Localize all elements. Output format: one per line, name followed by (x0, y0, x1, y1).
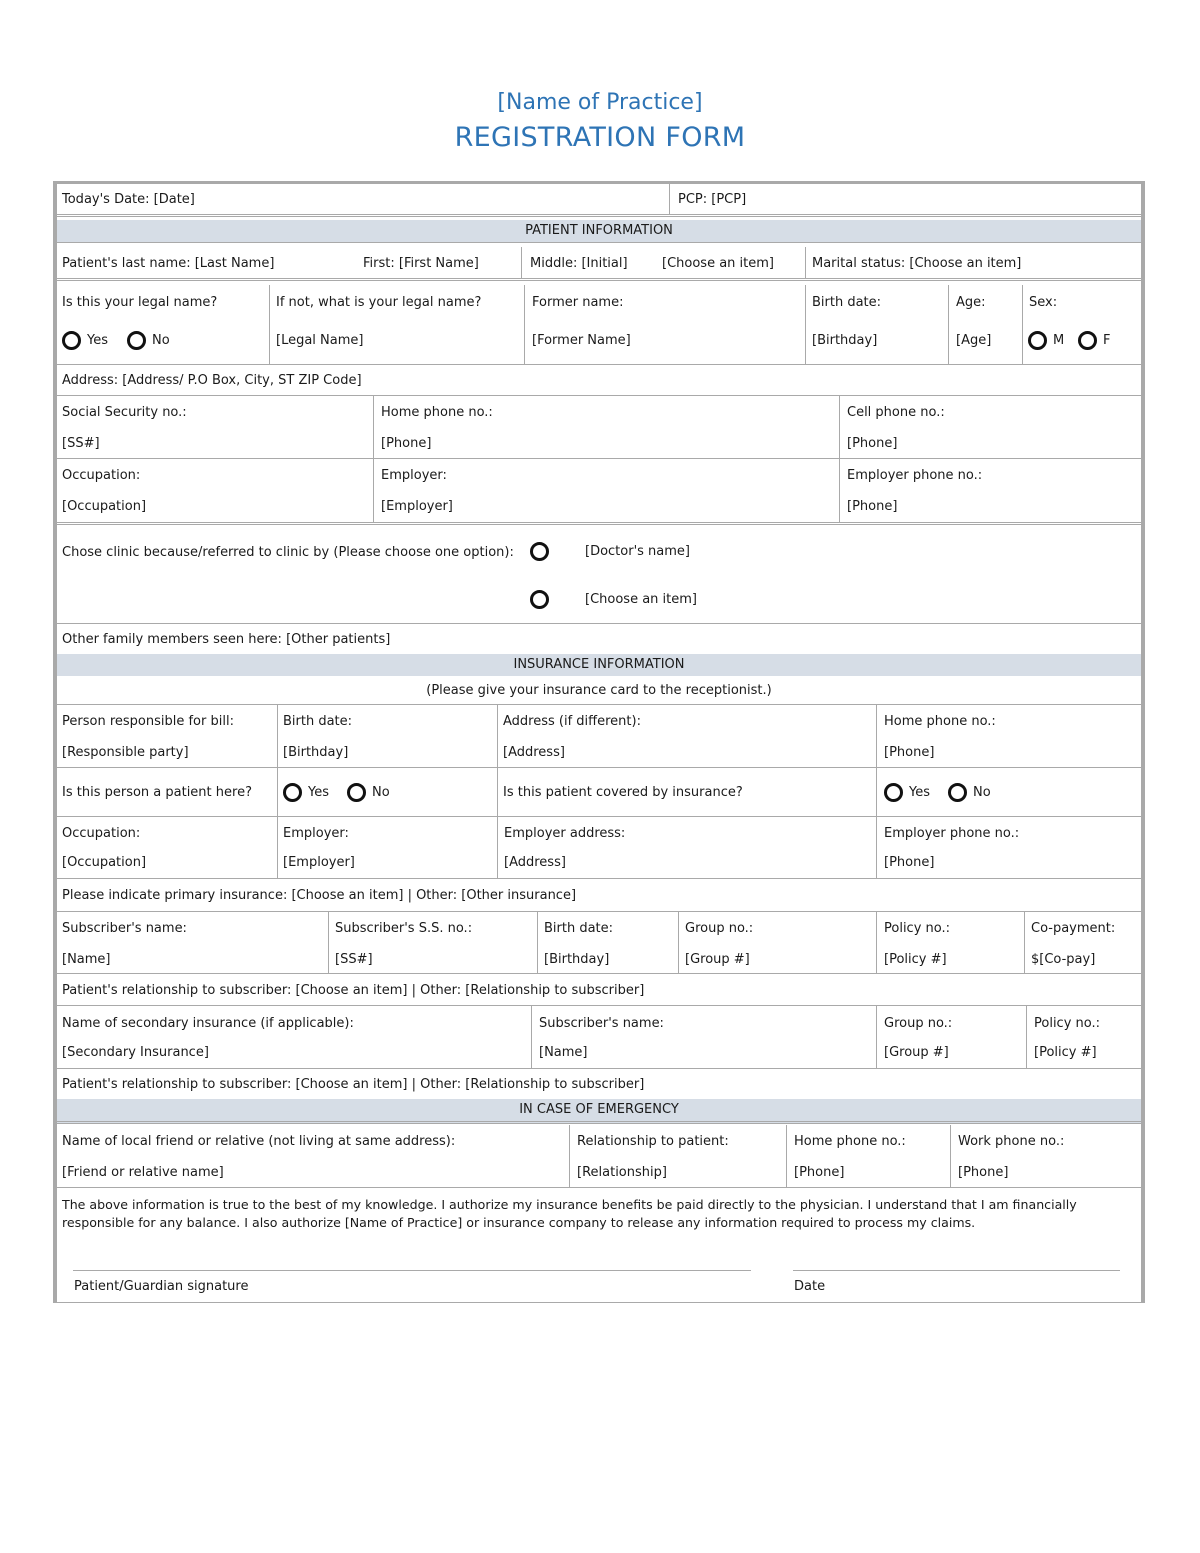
row-occupation (57, 459, 1141, 525)
em-work-phone-field[interactable]: [Phone] (958, 1165, 1009, 1180)
secondary-insurance-field[interactable]: [Secondary Insurance] (62, 1045, 209, 1060)
subscriber-name-label: Subscriber's name: (62, 921, 187, 936)
sec-subscriber-field[interactable]: [Name] (539, 1045, 588, 1060)
em-work-phone-label: Work phone no.: (958, 1134, 1065, 1149)
sex-m-option[interactable]: M (1028, 331, 1064, 350)
home-phone-label: Home phone no.: (381, 405, 493, 420)
secondary-insurance-label: Name of secondary insurance (if applicable): (62, 1016, 354, 1031)
todays-date-field[interactable]: Today's Date: [Date] (62, 192, 195, 207)
copay-field[interactable]: $[Co-pay] (1031, 952, 1096, 967)
row-address (57, 365, 1141, 396)
form-title: REGISTRATION FORM (454, 122, 746, 153)
last-name-field[interactable]: Patient's last name: [Last Name] (62, 256, 275, 271)
occupation-label: Occupation: (62, 468, 141, 483)
practice-name[interactable]: [Name of Practice] (497, 90, 703, 115)
employer-label: Employer: (381, 468, 447, 483)
radio-icon[interactable] (948, 783, 967, 802)
clinic-question: Chose clinic because/referred to clinic by (Please choose one option): (62, 545, 514, 560)
radio-icon[interactable] (347, 783, 366, 802)
ins-address-label: Address (if different): (503, 714, 641, 729)
ins-home-phone-label: Home phone no.: (884, 714, 996, 729)
group-no-label: Group no.: (685, 921, 754, 936)
pcp-field[interactable]: PCP: [PCP] (678, 192, 747, 207)
row-relationship-primary (57, 974, 1141, 1006)
ins-occupation-label: Occupation: (62, 826, 141, 841)
covered-yes-option[interactable]: Yes (884, 783, 930, 802)
group-no-field[interactable]: [Group #] (685, 952, 750, 967)
ssn-label: Social Security no.: (62, 405, 187, 420)
sec-policy-field[interactable]: [Policy #] (1034, 1045, 1097, 1060)
ins-employer-phone-label: Employer phone no.: (884, 826, 1020, 841)
cell-phone-field[interactable]: [Phone] (847, 436, 898, 451)
ins-address-field[interactable]: [Address] (503, 745, 565, 760)
legal-no-option[interactable]: No (127, 331, 170, 350)
section-header-patient: PATIENT INFORMATION (57, 220, 1141, 243)
sec-group-label: Group no.: (884, 1016, 953, 1031)
row-legal-name (57, 285, 1141, 365)
ins-birth-field[interactable]: [Birthday] (283, 745, 349, 760)
occupation-field[interactable]: [Occupation] (62, 499, 147, 514)
row-relationship-secondary (57, 1069, 1141, 1099)
row-other-family (57, 624, 1141, 654)
radio-icon[interactable] (62, 331, 81, 350)
subscriber-name-field[interactable]: [Name] (62, 952, 111, 967)
em-home-phone-label: Home phone no.: (794, 1134, 906, 1149)
row-secondary-insurance (57, 1006, 1141, 1069)
row-clinic-choice (57, 528, 1141, 624)
sec-group-field[interactable]: [Group #] (884, 1045, 949, 1060)
ins-birth-label: Birth date: (283, 714, 353, 729)
primary-insurance-field[interactable]: Please indicate primary insurance: [Choose an item] | Other: [Other insurance] (62, 888, 577, 903)
ins-occupation-field[interactable]: [Occupation] (62, 855, 147, 870)
date-label: Date (794, 1279, 826, 1294)
former-name-field[interactable]: [Former Name] (532, 333, 631, 348)
row-patient-covered (57, 768, 1141, 817)
address-field[interactable]: Address: [Address/ P.O Box, City, ST ZIP Code] (62, 373, 362, 388)
date-line[interactable] (793, 1270, 1120, 1271)
home-phone-field[interactable]: [Phone] (381, 436, 432, 451)
radio-icon[interactable] (283, 783, 302, 802)
employer-phone-field[interactable]: [Phone] (847, 499, 898, 514)
is-patient-no-option[interactable]: No (347, 783, 390, 802)
row-date-pcp (57, 184, 1141, 217)
insurance-note: (Please give your insurance card to the receptionist.) (426, 683, 772, 698)
birth-date-field[interactable]: [Birthday] (812, 333, 878, 348)
row-ins-occupation (57, 817, 1141, 879)
policy-no-field[interactable]: [Policy #] (884, 952, 947, 967)
covered-no-option[interactable]: No (948, 783, 991, 802)
ins-home-phone-field[interactable]: [Phone] (884, 745, 935, 760)
form-header (0, 88, 1200, 156)
sex-label: Sex: (1029, 295, 1058, 310)
sex-f-option[interactable]: F (1078, 331, 1110, 350)
radio-icon[interactable] (1028, 331, 1047, 350)
responsible-field[interactable]: [Responsible party] (62, 745, 189, 760)
ins-employer-address-field[interactable]: [Address] (504, 855, 566, 870)
ins-employer-phone-field[interactable]: [Phone] (884, 855, 935, 870)
subscriber-birth-field[interactable]: [Birthday] (544, 952, 610, 967)
covered-question: Is this patient covered by insurance? (503, 785, 743, 800)
age-label: Age: (956, 295, 986, 310)
ins-employer-field[interactable]: [Employer] (283, 855, 355, 870)
subscriber-birth-label: Birth date: (544, 921, 614, 936)
em-home-phone-field[interactable]: [Phone] (794, 1165, 845, 1180)
row-ssn-phones (57, 396, 1141, 459)
radio-icon[interactable] (530, 590, 549, 609)
middle-choice-dropdown[interactable]: [Choose an item] (662, 256, 774, 271)
statement-line-1: The above information is true to the best of my knowledge. I authorize my insurance benefits be paid directly to the physician. I understand that I am financially (62, 1197, 1077, 1212)
relationship-secondary-field[interactable]: Patient's relationship to subscriber: [Choose an item] | Other: [Relationship to subscriber] (62, 1077, 645, 1092)
row-subscriber (57, 912, 1141, 974)
age-field[interactable]: [Age] (956, 333, 992, 348)
section-header-insurance: INSURANCE INFORMATION (57, 654, 1141, 676)
employer-phone-label: Employer phone no.: (847, 468, 983, 483)
row-responsible (57, 705, 1141, 768)
row-primary-insurance (57, 879, 1141, 912)
legal-yes-option[interactable]: Yes (62, 331, 108, 350)
relationship-primary-field[interactable]: Patient's relationship to subscriber: [Choose an item] | Other: [Relationship to subscriber] (62, 983, 645, 998)
policy-no-label: Policy no.: (884, 921, 951, 936)
sec-subscriber-label: Subscriber's name: (539, 1016, 664, 1031)
relationship-field[interactable]: [Relationship] (577, 1165, 667, 1180)
row-emergency-contact (57, 1125, 1141, 1188)
legal-name-field[interactable]: [Legal Name] (276, 333, 364, 348)
sec-policy-label: Policy no.: (1034, 1016, 1101, 1031)
cell-phone-label: Cell phone no.: (847, 405, 945, 420)
former-name-label: Former name: (532, 295, 624, 310)
section-header-emergency: IN CASE OF EMERGENCY (57, 1099, 1141, 1124)
friend-field[interactable]: [Friend or relative name] (62, 1165, 224, 1180)
signature-line[interactable] (73, 1270, 751, 1271)
subscriber-ss-field[interactable]: [SS#] (335, 952, 373, 967)
row-insurance-note (57, 676, 1141, 705)
employer-field[interactable]: [Employer] (381, 499, 453, 514)
ins-employer-address-label: Employer address: (504, 826, 626, 841)
marital-status-dropdown[interactable]: Marital status: [Choose an item] (812, 256, 1022, 271)
clinic-option-choose[interactable]: [Choose an item] (530, 590, 697, 609)
relationship-label: Relationship to patient: (577, 1134, 729, 1149)
middle-initial-field[interactable]: Middle: [Initial] (530, 256, 628, 271)
clinic-option-doctor[interactable]: [Doctor's name] (530, 542, 690, 561)
birth-date-label: Birth date: (812, 295, 882, 310)
is-patient-yes-option[interactable]: Yes (283, 783, 329, 802)
ins-employer-label: Employer: (283, 826, 349, 841)
first-name-field[interactable]: First: [First Name] (363, 256, 479, 271)
subscriber-ss-label: Subscriber's S.S. no.: (335, 921, 473, 936)
responsible-label: Person responsible for bill: (62, 714, 234, 729)
radio-icon[interactable] (1078, 331, 1097, 350)
signature-label: Patient/Guardian signature (74, 1279, 249, 1294)
copay-label: Co-payment: (1031, 921, 1116, 936)
statement-line-2: responsible for any balance. I also authorize [Name of Practice] or insurance company to release any information required to process my claims. (62, 1215, 976, 1230)
legal-name-label: If not, what is your legal name? (276, 295, 482, 310)
legal-name-question: Is this your legal name? (62, 295, 218, 310)
is-patient-question: Is this person a patient here? (62, 785, 252, 800)
other-family-field[interactable]: Other family members seen here: [Other patients] (62, 632, 391, 647)
radio-icon[interactable] (530, 542, 549, 561)
ssn-field[interactable]: [SS#] (62, 436, 100, 451)
friend-label: Name of local friend or relative (not living at same address): (62, 1134, 456, 1149)
radio-icon[interactable] (884, 783, 903, 802)
row-patient-names (57, 247, 1141, 281)
radio-icon[interactable] (127, 331, 146, 350)
